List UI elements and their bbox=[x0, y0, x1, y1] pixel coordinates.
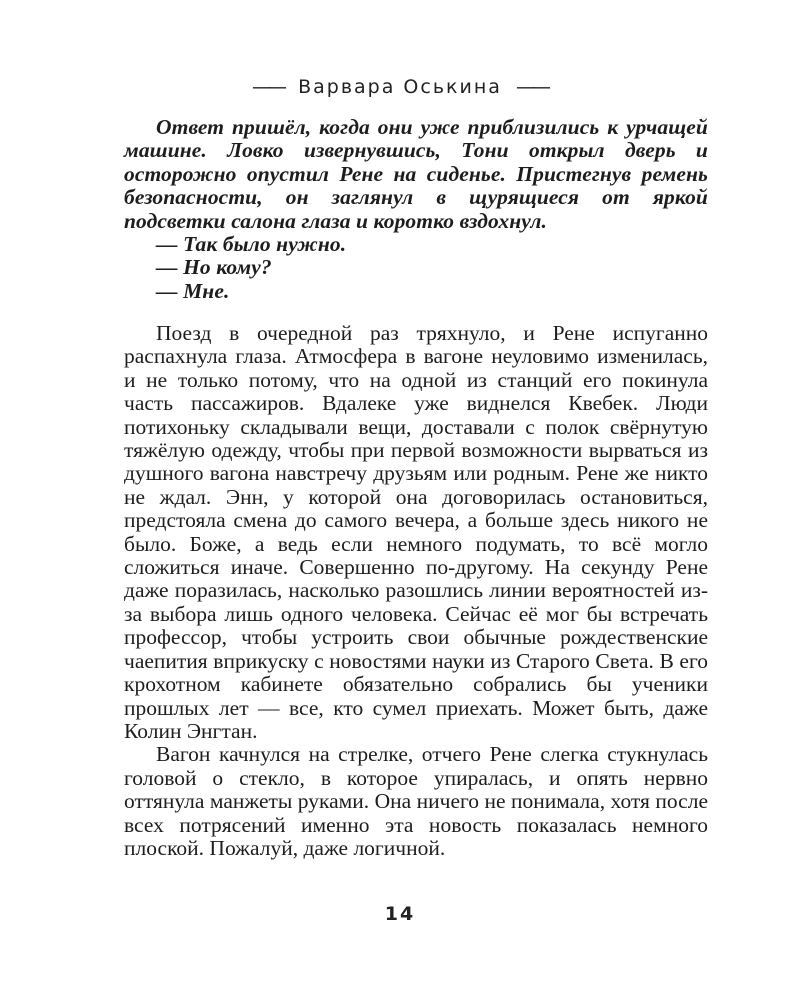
dialogue-line: — Так было нужно. bbox=[156, 232, 347, 257]
dialogue-line: — Но кому? bbox=[156, 255, 272, 280]
author-name: Варвара Оськина bbox=[298, 76, 502, 98]
italic-passage bbox=[124, 116, 708, 303]
body-paragraph: Вагон качнулся на стрелке, отчего Рене слегка стукнулась головой о стекло, в которое упиралась, и опять нервно оттянула манжеты руками. Она ничего не понимала, хотя после всех потрясений именно эта новость показалась немного плоской. Пожалуй, даже логичной. bbox=[124, 742, 708, 860]
main-passage bbox=[124, 322, 708, 860]
body-paragraph: Поезд в очередной раз тряхнуло, и Рене испуганно распахнула глаза. Атмосфера в вагоне неуловимо изменилась, и не только потому, что на одной из станций его покинула часть пассажиров. Вдалеке уже виднелся Квебек. Люди потихоньку складывали вещи, доставали с полок свёрнутую тяжёлую одежду, чтобы при первой возможности вырваться из душного вагона навстречу друзьям или родным. Рене же никто не ждал. Энн, у которой она договорилась остановиться, предстояла смена до самого вечера, а больше здесь никого не было. Боже, а ведь если немного подумать, то всё могло сложиться иначе. Совершенно по-другому. На секунду Рене даже поразилась, насколько разошлись линии вероятностей из-за выбора лишь одного человека. Сейчас её мог бы встречать профессор, чтобы устроить свои обычные рождественские чаепития вприкуску с новостями науки из Старого Света. В его крохотном кабинете обязательно собрались бы ученики прошлых лет — все, кто сумел приехать. Может быть, даже Колин Энгтан. bbox=[124, 321, 708, 743]
running-header bbox=[0, 74, 800, 100]
page-number: 14 bbox=[384, 903, 416, 925]
italic-paragraph: Ответ пришёл, когда они уже приблизились к урчащей машине. Ловко извернувшись, Тони открыл дверь и осторожно опустил Рене на сиденье. Пристегнув ремень безопасности, он заглянул в щурящиеся от яркой подсветки салона глаза и коротко вздохнул. bbox=[124, 115, 708, 233]
dialogue-line: — Мне. bbox=[156, 278, 230, 303]
header-dash-right: —— bbox=[515, 76, 548, 98]
header-dash-left: —— bbox=[252, 76, 285, 98]
